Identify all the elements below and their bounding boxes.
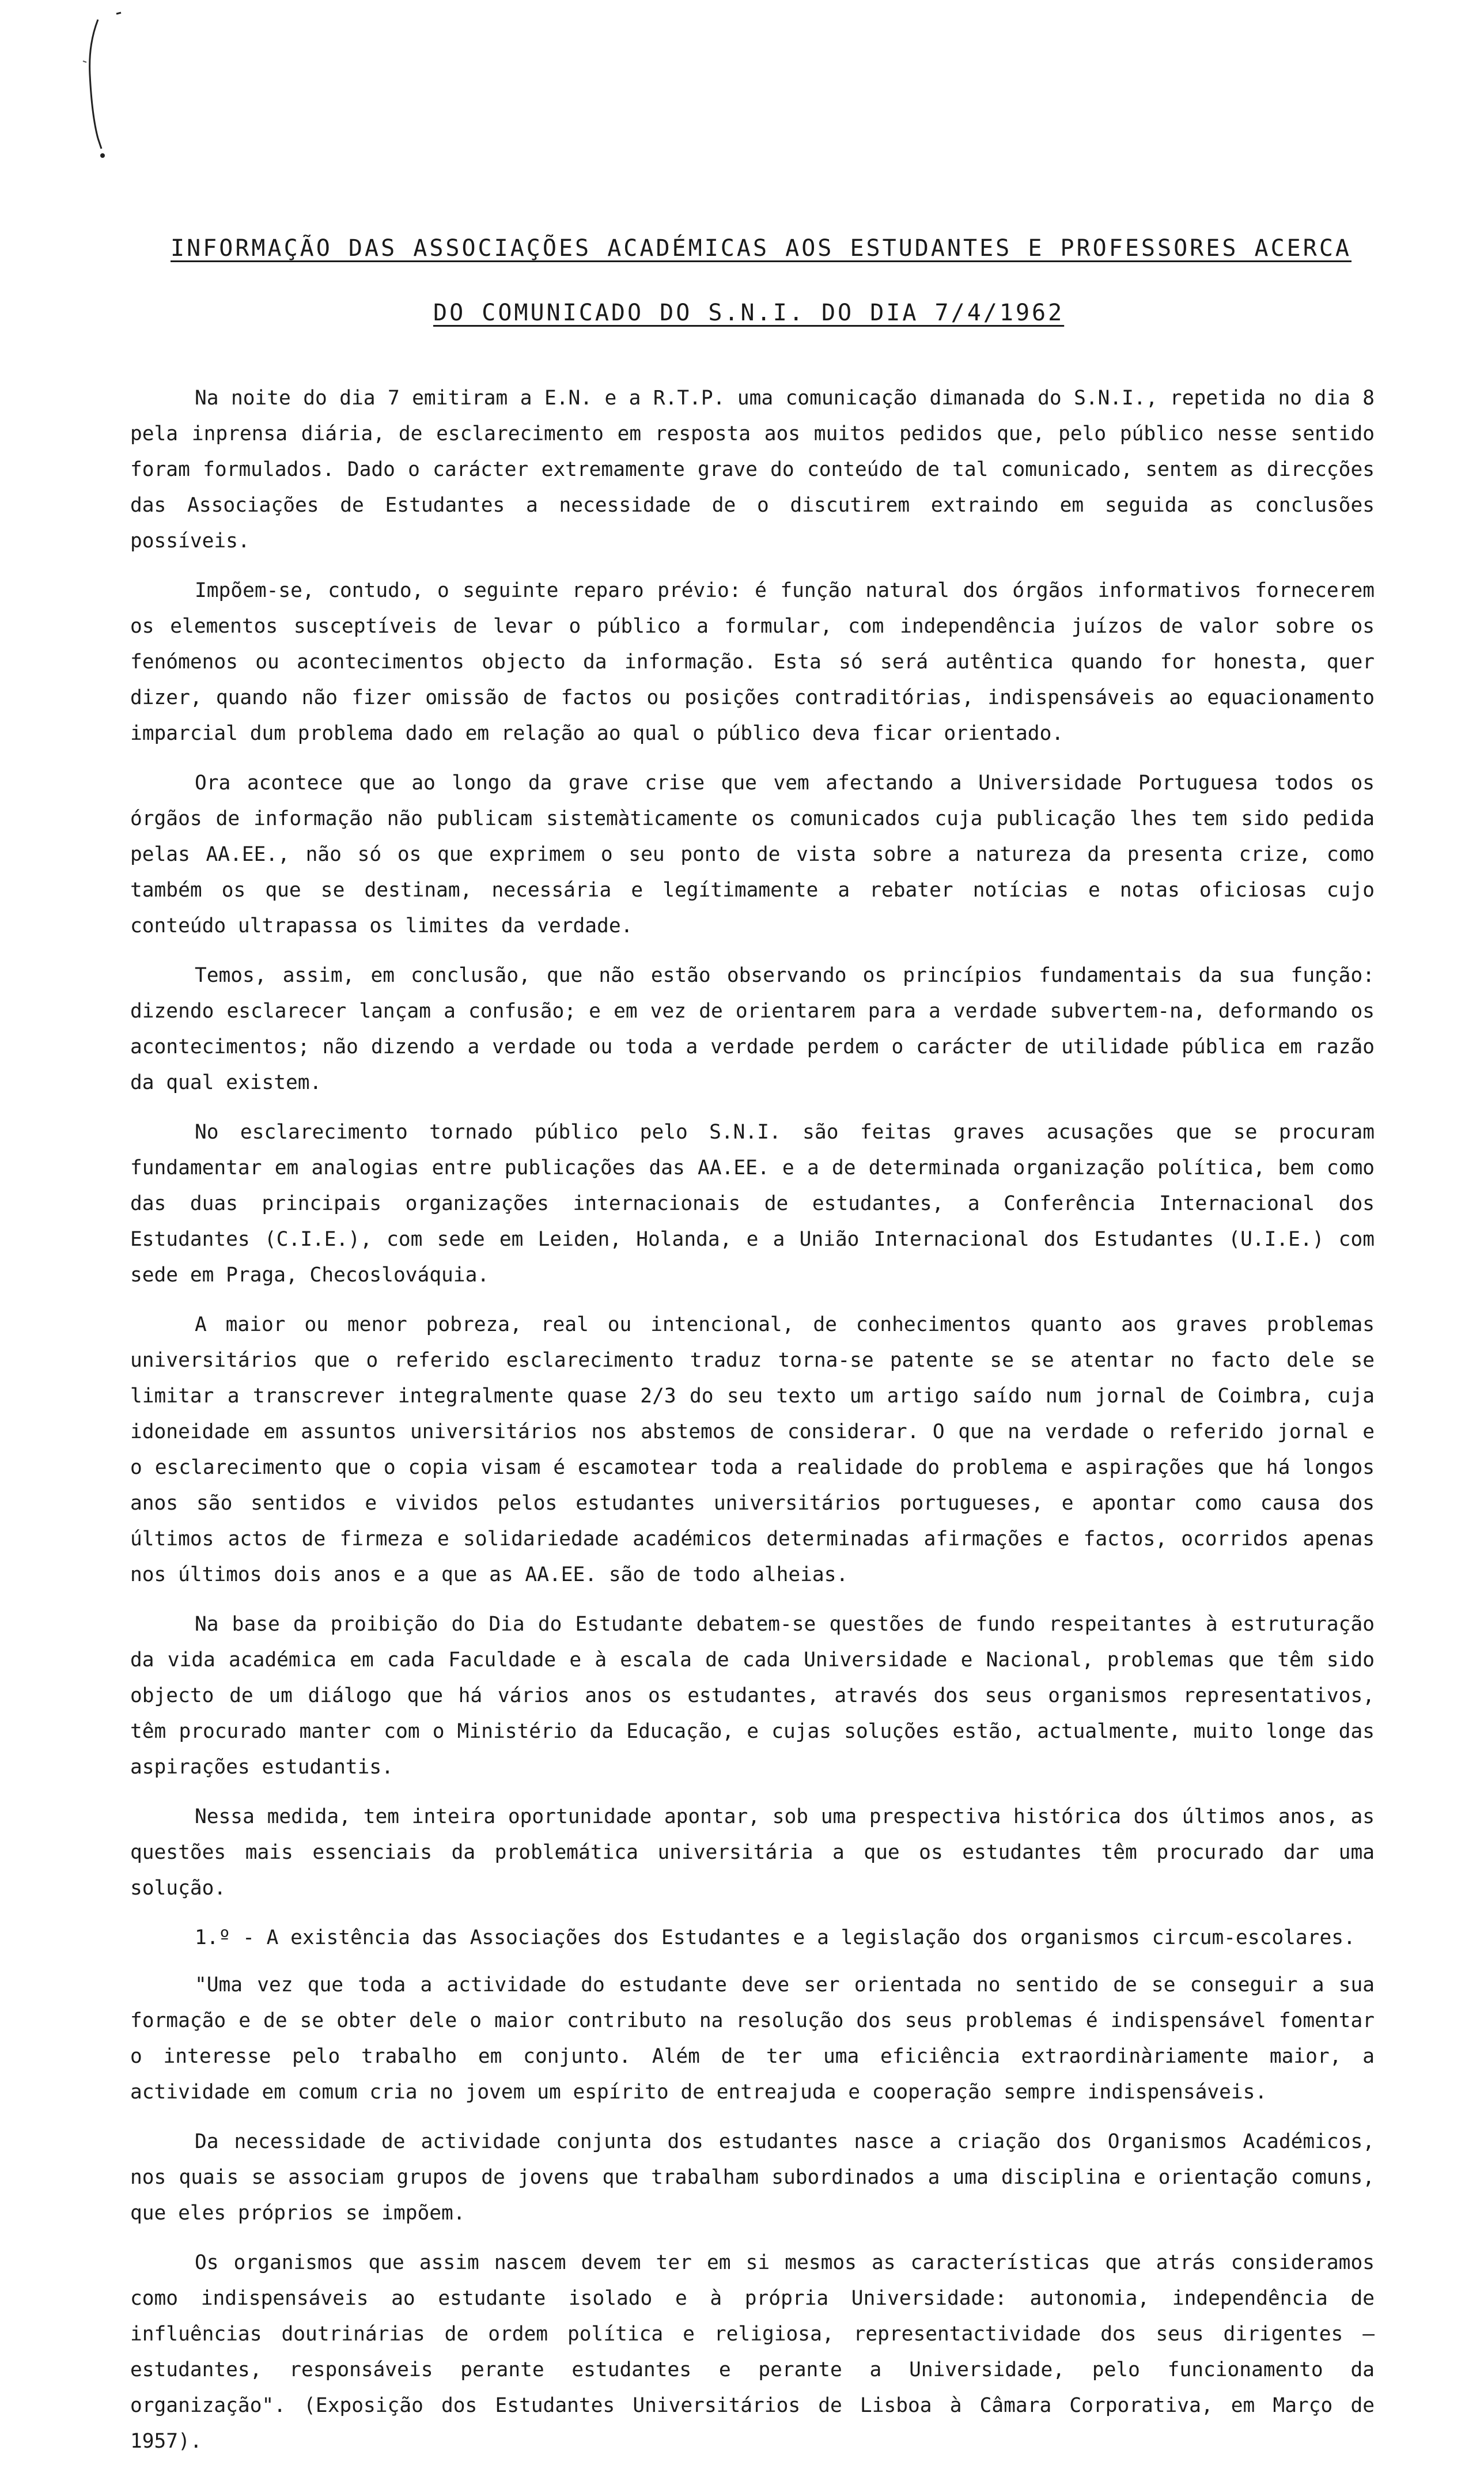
paragraph-6: A maior ou menor pobreza, real ou intencional, de conhecimentos quanto aos graves problemas universitários que o referido esclarecimento traduz torna-se patente se se atentar no facto dele se limitar a transcrever integralmente quase 2/3 do seu texto um artigo saído num jornal de Coimbra, cuja idoneidade em assuntos universitários nos abstemos de considerar. O que na verdade o referido jornal e o esclarecimento que o copia visam é escamotear toda a realidade do problema e aspirações que há longos anos são sentidos e vividos pelos estudantes universitários portugueses, e apontar como causa dos últimos actos de firmeza e solidariedade académicos determinadas afirmações e factos, ocorridos apenas nos últimos dois anos e a que as AA.EE. são de todo alheias.: [130, 1313, 1375, 1586]
quote-paragraph-1: "Uma vez que toda a actividade do estudante deve ser orientada no sentido de se conseguir a sua formação e de se obter dele o maior contributo na resolução dos seus problemas é indispensável fomentar o interesse pelo trabalho em conjunto. Além de ter uma eficiência extraordinàriamente maior, a actividade em comum cria no jovem um espírito de entreajuda e cooperação sempre indispensáveis.: [130, 1973, 1375, 2104]
quote-paragraph-2: Da necessidade de actividade conjunta dos estudantes nasce a criação dos Organismos Académicos, nos quais se associam grupos de jovens que trabalham subordinados a uma disciplina e orientação comuns, que eles próprios se impõem.: [130, 2130, 1375, 2225]
paragraph-8: Nessa medida, tem inteira oportunidade apontar, sob uma prespectiva histórica dos últimos anos, as questões mais essenciais da problemática universitária a que os estudantes têm procurado dar uma solução.: [130, 1805, 1375, 1900]
document-body: [130, 380, 1375, 2473]
paragraph-3: Ora acontece que ao longo da grave crise que vem afectando a Universidade Portuguesa todos os órgãos de informação não publicam sistemàticamente os comunicados cuja publicação lhes tem sido pedida pelas AA.EE., não só os que exprimem o seu ponto de vista sobre a natureza da presenta crize, como também os que se destinam, necessária e legítimamente a rebater notícias e notas oficiosas cujo conteúdo ultrapassa os limites da verdade.: [130, 772, 1375, 937]
paragraph-7: Na base da proibição do Dia do Estudante debatem-se questões de fundo respeitantes à estruturação da vida académica em cada Faculdade e à escala de cada Universidade e Nacional, problemas que têm sido objecto de um diálogo que há vários anos os estudantes, através dos seus organismos representativos, têm procurado manter com o Ministério da Educação, e cujas soluções estão, actualmente, muito longe das aspirações estudantis.: [130, 1613, 1375, 1779]
section-heading-1: 1.º - A existência das Associações dos Estudantes e a legislação dos organismos circum-escolares.: [195, 1926, 1356, 1949]
paragraph-2: Impõem-se, contudo, o seguinte reparo prévio: é função natural dos órgãos informativos fornecerem os elementos susceptíveis de levar o público a formular, com independência juízos de valor sobre os fenómenos ou acontecimentos objecto da informação. Esta só será autêntica quando for honesta, quer dizer, quando não fizer omissão de factos ou posições contraditórias, indispensáveis ao equacionamento imparcial dum problema dado em relação ao qual o público deva ficar orientado.: [130, 579, 1375, 745]
paragraph-5: No esclarecimento tornado público pelo S.N.I. são feitas graves acusações que se procuram fundamentar em analogias entre publicações das AA.EE. e a de determinada organização política, bem como das duas principais organizações internacionais de estudantes, a Conferência Internacional dos Estudantes (C.I.E.), com sede em Leiden, Holanda, e a União Internacional dos Estudantes (U.I.E.) com sede em Praga, Checoslováquia.: [130, 1121, 1375, 1287]
paragraph-4: Temos, assim, em conclusão, que não estão observando os princípios fundamentais da sua função: dizendo esclarecer lançam a confusão; e em vez de orientarem para a verdade subvertem-na, deformando os acontecimentos; não dizendo a verdade ou toda a verdade perdem o carácter de utilidade pública em razão da qual existem.: [130, 964, 1375, 1094]
handwritten-margin-mark: [81, 12, 127, 161]
document-title-line-1: INFORMAÇÃO DAS ASSOCIAÇÕES ACADÉMICAS AOS ESTUDANTES E PROFESSORES ACERCA: [171, 235, 1352, 262]
document-title-line-2: DO COMUNICADO DO S.N.I. DO DIA 7/4/1962: [433, 300, 1065, 326]
quote-paragraph-3: Os organismos que assim nascem devem ter em si mesmos as características que atrás consideramos como indispensáveis ao estudante isolado e à própria Universidade: autonomia, independência de influências doutrinárias de ordem política e religiosa, representactividade dos seus dirigentes — estudantes, responsáveis perante estudantes e perante a Universidade, pelo funcionamento da organização". (Exposição dos Estudantes Universitários de Lisboa à Câmara Corporativa, em Março de 1957).: [130, 2251, 1375, 2453]
paragraph-1: Na noite do dia 7 emitiram a E.N. e a R.T.P. uma comunicação dimanada do S.N.I., repetida no dia 8 pela inprensa diária, de esclarecimento em resposta aos muitos pedidos que, pelo público nesse sentido foram formulados. Dado o carácter extremamente grave do conteúdo de tal comunicado, sentem as direcções das Associações de Estudantes a necessidade de o discutirem extraindo em seguida as conclusões possíveis.: [130, 387, 1375, 553]
